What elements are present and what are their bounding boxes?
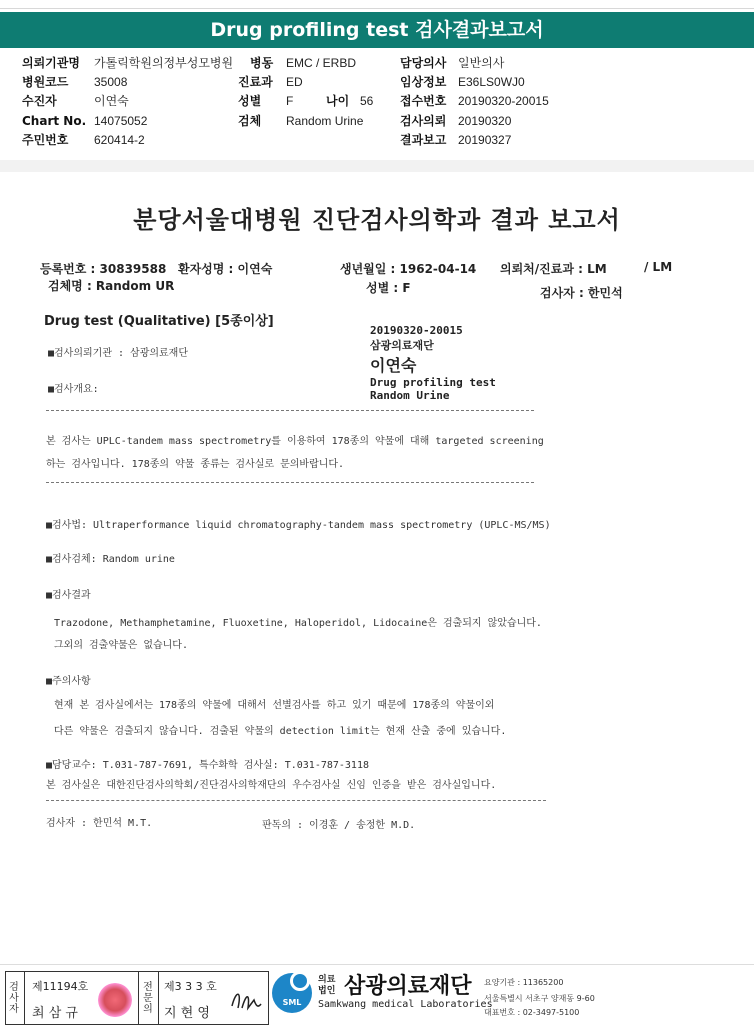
age-label: 나이 (326, 94, 350, 108)
header-row-4 (0, 112, 754, 131)
clinical-info-value: E36LS0WJ0 (458, 75, 525, 89)
stamp-receipt-no: 20190320-20015 (370, 324, 463, 337)
doctor-license-no: 제3 3 3 호 (164, 980, 217, 993)
specimen-name: 검체명 : Random UR (48, 279, 175, 293)
doctor-value: 일반의사 (458, 56, 505, 70)
doctor-name: 지 현 영 (164, 1006, 210, 1021)
certification-line: 본 검사실은 대한진단검사의학회/진단검사의학재단의 우수검사실 신임 인증을 받은 검사실입니다. (46, 780, 497, 791)
caution-line-2: 다른 약물은 검출되지 않습니다. 검출된 약물의 detection limit는 현재 산출 중에 있습니다. (54, 726, 507, 737)
patient-label: 수진자 (22, 94, 57, 108)
report-tester: 검사자 : 한민석 (540, 286, 623, 300)
tester-license-no: 제11194호 (32, 980, 89, 993)
signature-box (5, 971, 269, 1025)
divider-line (46, 800, 546, 801)
hospital-code-value: 35008 (94, 75, 128, 89)
request-date-value: 20190320 (458, 114, 512, 128)
clinical-info-label: 임상정보 (400, 75, 447, 89)
top-strip (0, 0, 754, 9)
specimen-label-stamp (370, 324, 530, 402)
doctor-label: 담당의사 (400, 56, 447, 70)
referral-dept: / LM (644, 260, 673, 274)
stamp-org: 삼광의료재단 (370, 339, 434, 352)
doctor-vertical-label: 전문의 (143, 982, 153, 1015)
overview-heading: ■검사개요: (48, 384, 99, 395)
patient-value: 이연숙 (94, 94, 129, 108)
sml-logo: SML (272, 973, 312, 1013)
tester-name: 최 삼 규 (32, 1006, 78, 1021)
specimen-line: ■검사검체: Random urine (46, 554, 175, 565)
caution-line-1: 현재 본 검사실에서는 178종의 약물에 대해서 선별검사를 하고 있기 때문에 178종의 약물이외 (54, 700, 495, 711)
stamp-patient: 이연숙 (370, 356, 417, 375)
org-name: 삼광의료재단 (344, 974, 472, 999)
logo-dot-icon (290, 971, 310, 991)
reg-no: 등록번호 : 30839588 (40, 262, 167, 276)
footer (0, 964, 754, 1036)
birth-date: 생년월일 : 1962-04-14 (340, 262, 477, 276)
referral: 의뢰처/진료과 : LM (500, 262, 607, 276)
divider-line (46, 482, 534, 483)
ssn-value: 620414-2 (94, 133, 145, 147)
stamp-test: Drug profiling test (370, 376, 496, 389)
seal-stamp (98, 983, 132, 1017)
specimen-label: 검체 (238, 114, 262, 128)
box-divider (24, 972, 25, 1024)
report-date-label: 결과보고 (400, 133, 447, 147)
chart-no-value: 14075052 (94, 114, 148, 128)
overview-line-1: 본 검사는 UPLC-tandem mass spectrometry를 이용하여 178종의 약물에 대해 targeted screening (46, 436, 544, 447)
box-divider (138, 972, 139, 1024)
result-line-2: 그외의 검출약물은 없습니다. (54, 640, 188, 651)
tester-vertical-label: 검사자 (9, 982, 19, 1015)
overview-line-2: 하는 검사입니다. 178종의 약물 종류는 검사실로 문의바랍니다. (46, 459, 345, 470)
scanned-report (0, 172, 754, 962)
method-line: ■검사법: Ultraperformance liquid chromatography-tandem mass spectrometry (UPLC-MS/MS) (46, 520, 551, 531)
test-title: Drug test (Qualitative) [5종이상] (44, 314, 274, 329)
report-header-info (0, 54, 754, 150)
dept-value: ED (286, 75, 303, 89)
receipt-value: 20190320-20015 (458, 94, 549, 108)
org-type: 의료법인 (318, 975, 336, 996)
institution-label: 의뢰기관명 (22, 56, 80, 70)
chart-no-label: Chart No. (22, 114, 87, 128)
header-row-5 (0, 131, 754, 150)
result-heading: ■검사결과 (46, 590, 91, 601)
patient-name: 환자성명 : 이연숙 (178, 262, 273, 276)
sex-value: F (286, 94, 294, 108)
contact-line: ■담당교수: T.031-787-7691, 특수화학 검사실: T.031-787-3118 (46, 760, 369, 771)
org-address: 서울특별시 서초구 양재동 9-60 (484, 994, 595, 1003)
report-title: 분당서울대병원 진단검사의학과 결과 보고서 (133, 206, 621, 234)
ward-value: EMC / ERBD (286, 56, 357, 70)
age-value: 56 (360, 94, 374, 108)
caution-heading: ■주의사항 (46, 676, 91, 687)
specimen-value: Random Urine (286, 114, 364, 128)
report-sex: 성별 : F (366, 281, 411, 295)
ssn-label: 주민번호 (22, 133, 69, 147)
signer-reviewer: 판독의 : 이경훈 / 송정한 M.D. (262, 820, 416, 831)
result-line-1: Trazodone, Methamphetamine, Fluoxetine, Haloperidol, Lidocaine은 검출되지 않았습니다. (54, 618, 542, 629)
divider-line (46, 410, 534, 411)
org-english-name: Samkwang medical Laboratories (318, 999, 493, 1010)
header-row-3 (0, 92, 754, 111)
institution-value: 가톨릭학원의정부성모병원 (94, 56, 234, 70)
signer-tester: 검사자 : 한민석 M.T. (46, 818, 153, 829)
ward-label: 병동 (250, 56, 274, 70)
request-date-label: 검사의뢰 (400, 114, 447, 128)
box-divider (158, 972, 159, 1024)
page-title: Drug profiling test 검사결과보고서 (0, 12, 754, 48)
stamp-specimen: Random Urine (370, 389, 450, 402)
hospital-code-label: 병원코드 (22, 75, 69, 89)
org-phone: 대표번호 : 02-3497-5100 (484, 1008, 580, 1017)
receipt-label: 접수번호 (400, 94, 447, 108)
dept-label: 진료과 (238, 75, 273, 89)
org-code: 요양기관 : 11365200 (484, 978, 564, 987)
header-row-2 (0, 73, 754, 92)
sex-label: 성별 (238, 94, 262, 108)
report-date-value: 20190327 (458, 133, 512, 147)
ref-org: ■검사의뢰기관 : 삼광의료재단 (48, 348, 189, 359)
header-row-1 (0, 54, 754, 73)
section-separator (0, 160, 754, 172)
signature-mark (228, 986, 264, 1014)
